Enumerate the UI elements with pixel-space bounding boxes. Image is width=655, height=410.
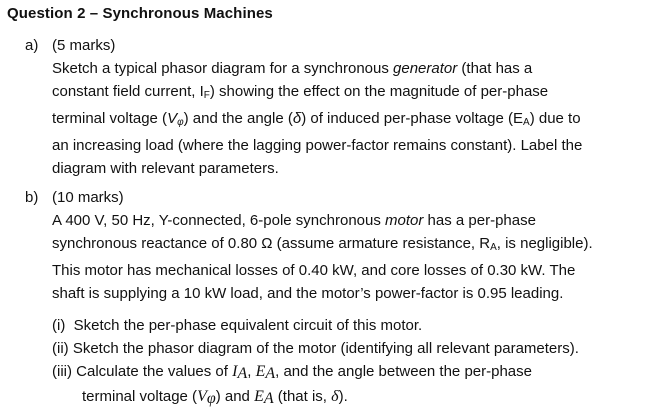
part-a-line-2 [52,80,652,107]
ea-symbol-2: E [254,388,264,405]
field-current-subscript: F [203,90,210,101]
part-b-subquestions [52,314,652,410]
subquestion-iii-cont-seg-7: (that is, [273,388,332,405]
subquestion-iii-seg-4: , [247,363,256,380]
subquestion-i-number: (i) [52,317,66,334]
subquestion-iii-seg-7: , and the angle between the per-phase [275,363,532,380]
vphi-subscript: φ [206,390,216,407]
part-a-line-4-seg-1: an increasing load (where the lagging power-factor remains constant). Label the [52,137,583,154]
ea-symbol-2-subscript: A [263,390,274,407]
part-a-generator-word: generator [393,60,458,77]
subquestion-i-text: Sketch the per-phase equivalent circuit of this motor. [73,317,423,334]
part-a-line-4 [52,134,652,157]
part-b-line-4-seg-1: shaft is supplying a 10 kW load, and the motor’s power-factor is 0.95 leading. [52,285,564,302]
phi-subscript: φ [177,117,184,128]
part-a-line-1 [52,57,652,80]
subquestion-iii-seg-1: Calculate the values of [76,363,233,380]
ra-subscript: A [490,242,497,253]
part-a-line-3-seg-1: terminal voltage ( [52,110,168,127]
part-b-line-4 [52,282,652,305]
part-a-line-3 [52,107,652,134]
subquestion-ii [52,337,652,360]
part-b-line-1-seg-1: A 400 V, 50 Hz, Y-connected, 6-pole synchronous [52,212,386,229]
terminal-voltage-symbol: V [167,110,178,127]
subquestion-iii [52,360,652,385]
part-a-line-3-seg-6: ) of induced per-phase voltage (E [301,110,524,127]
part-a-text [52,57,652,180]
part-a-line-3-seg-4: ) and the angle ( [183,110,293,127]
part-b-line-1 [52,209,652,232]
subquestion-iii-continued [52,385,652,410]
part-b-line-3 [52,259,652,282]
part-a-line-3-seg-8: ) due to [529,110,581,127]
part-b-line-1-seg-3: has a per-phase [423,212,536,229]
part-a-line-5-seg-1: diagram with relevant parameters. [52,160,279,177]
part-a-label: a) [25,37,39,54]
subquestion-iii-number: (iii) [52,363,72,380]
part-a-line-5 [52,157,652,180]
ia-symbol: I [232,363,238,380]
part-b-line-3-seg-1: This motor has mechanical losses of 0.40 kW, and core losses of 0.30 kW. The [52,262,576,279]
subquestion-ii-text: Sketch the phasor diagram of the motor (identifying all relevant parameters). [72,340,579,357]
subquestion-i [52,314,652,337]
part-b-marks: (10 marks) [52,189,124,206]
delta-symbol: δ [292,110,302,127]
subquestion-iii-cont-seg-1: terminal voltage ( [82,388,198,405]
part-a-line-2-seg-1: constant field current, I [52,83,204,100]
question-title: Question 2 – Synchronous Machines [7,5,273,22]
part-a-line-1-seg-3: (that has a [457,60,533,77]
ea-subscript: A [523,117,530,128]
subquestion-iii-cont-seg-4: ) and [215,388,255,405]
part-a-marks: (5 marks) [52,37,116,54]
part-a-line-2-seg-3: ) showing the effect on the magnitude of per-phase [209,83,549,100]
ia-subscript: A [237,365,248,382]
subquestion-ii-number: (ii) [52,340,69,357]
part-a-line-1-seg-1: Sketch a typical phasor diagram for a synchronous [52,60,394,77]
part-b-line-2 [52,232,652,259]
part-b-line-2-seg-1: synchronous reactance of 0.80 Ω (assume armature resistance, R [52,235,491,252]
ea-symbol: E [255,363,266,380]
part-b-motor-word: motor [385,212,424,229]
part-b-label: b) [25,189,39,206]
vphi-symbol: V [197,388,207,405]
ea-symbol-subscript: A [265,365,276,382]
part-b-text [52,209,652,305]
delta-symbol-2: δ [331,388,339,405]
part-b-line-2-seg-3: , is negligible). [496,235,593,252]
subquestion-iii-cont-seg-9: ). [338,388,348,405]
